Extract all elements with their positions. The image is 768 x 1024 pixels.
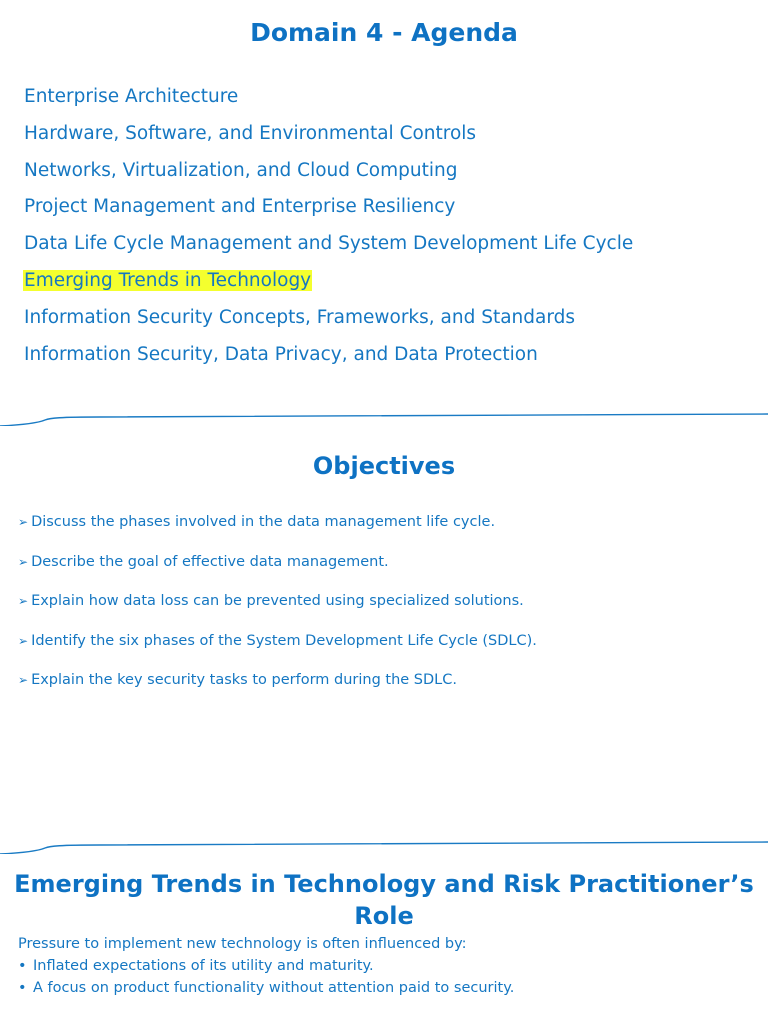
trends-body — [18, 933, 514, 999]
agenda-item-label: Networks, Virtualization, and Cloud Computing — [24, 159, 458, 181]
objective-text: Describe the goal of effective data management. — [31, 553, 389, 570]
objectives-slide — [0, 418, 768, 848]
agenda-item — [23, 342, 634, 379]
objectives-title: Objectives — [312, 452, 456, 480]
agenda-slide — [0, 0, 768, 418]
agenda-item-label: Data Life Cycle Management and System Development Life Cycle — [24, 233, 634, 255]
objective-text: Explain the key security tasks to perform during the SDLC. — [31, 672, 457, 688]
objective-text: Explain how data loss can be prevented using specialized solutions. — [31, 593, 524, 609]
trends-item-text: Inflated expectations of its utility and maturity. — [33, 958, 374, 974]
agenda-item-label: Enterprise Architecture — [24, 86, 239, 107]
agenda-item — [23, 194, 634, 231]
arrow-bullet-icon: ➢ — [18, 673, 29, 687]
agenda-item-label: Emerging Trends in Technology — [24, 269, 312, 291]
trends-slide — [0, 848, 768, 1024]
agenda-item — [23, 84, 634, 121]
agenda-item — [23, 231, 634, 268]
trends-item-text: A focus on product functionality without attention paid to security. — [33, 980, 515, 996]
trends-item — [18, 955, 514, 977]
objectives-list — [18, 512, 537, 710]
objective-text: Discuss the phases involved in the data management life cycle. — [31, 514, 496, 530]
bullet-icon: • — [18, 980, 27, 996]
agenda-item-label: Project Management and Enterprise Resiliency — [24, 196, 456, 218]
objective-text: Identify the six phases of the System Development Life Cycle (SDLC). — [31, 632, 537, 649]
agenda-item-label: Information Security, Data Privacy, and Data Protection — [24, 343, 538, 365]
arrow-bullet-icon: ➢ — [18, 594, 29, 608]
bullet-icon: • — [18, 958, 27, 974]
objective-item — [18, 512, 537, 552]
objective-item — [18, 552, 537, 592]
arrow-bullet-icon: ➢ — [18, 515, 29, 529]
agenda-list — [23, 84, 634, 378]
objective-item — [18, 631, 537, 671]
agenda-item-label: Information Security Concepts, Frameworks, and Standards — [24, 306, 576, 328]
objective-item — [18, 670, 537, 710]
trends-intro: Pressure to implement new technology is often influenced by: — [18, 936, 467, 952]
arrow-bullet-icon: ➢ — [18, 554, 29, 569]
trends-title: Emerging Trends in Technology and Risk Practitioner’s Role — [14, 870, 754, 930]
objective-item — [18, 591, 537, 631]
agenda-item-label: Hardware, Software, and Environmental Controls — [24, 122, 477, 144]
agenda-item — [23, 305, 634, 342]
agenda-item — [23, 158, 634, 195]
trends-item — [18, 977, 514, 999]
agenda-item — [23, 121, 634, 158]
trends-list — [18, 955, 514, 999]
agenda-title: Domain 4 - Agenda — [250, 18, 518, 47]
agenda-item-highlighted — [23, 268, 634, 305]
arrow-bullet-icon: ➢ — [18, 633, 29, 648]
